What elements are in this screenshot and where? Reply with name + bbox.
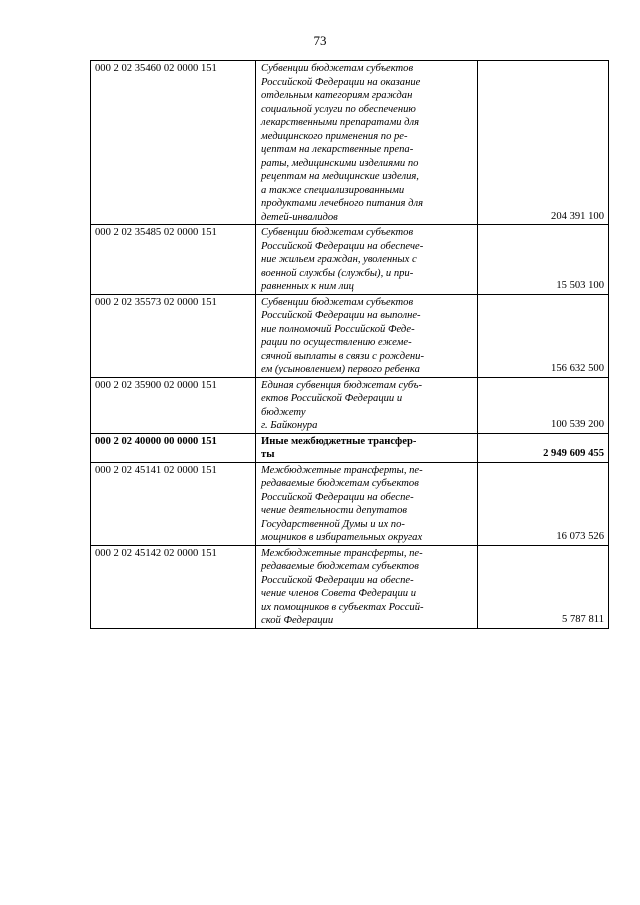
- description-line: их помощников в субъектах Россий-: [261, 601, 424, 613]
- budget-code-cell: 000 2 02 35485 02 0000 151: [91, 225, 256, 295]
- budget-code-cell: 000 2 02 45141 02 0000 151: [91, 462, 256, 545]
- description-line: равненных к ним лиц: [261, 281, 354, 292]
- description-cell: [256, 61, 478, 225]
- description-cell: [256, 294, 478, 377]
- description-line: чение членов Совета Федерации и: [261, 588, 416, 599]
- amount-cell: 2 949 609 455: [478, 433, 609, 462]
- description-line: ской Федерации: [261, 615, 334, 626]
- description-line: мощников в избирательных округах: [261, 532, 423, 543]
- table-row: [91, 433, 609, 462]
- amount-cell: 100 539 200: [478, 377, 609, 433]
- description-line: Субвенции бюджетам субъектов: [261, 296, 414, 308]
- table-row: [91, 462, 609, 545]
- description-line: военной службы (службы), и при-: [261, 267, 414, 279]
- description-line: ектов Российской Федерации и: [261, 393, 403, 404]
- table-row: [91, 61, 609, 225]
- description-cell: [256, 545, 478, 628]
- description-line: бюджету: [261, 406, 306, 418]
- description-cell: [256, 433, 478, 462]
- amount-cell: 204 391 100: [478, 61, 609, 225]
- description-line: детей-инвалидов: [261, 211, 338, 223]
- description-line: ние полномочий Российской Феде-: [261, 323, 415, 335]
- description-line: редаваемые бюджетам субъектов: [261, 561, 419, 572]
- description-line: социальной услуги по обеспечению: [261, 103, 416, 115]
- description-cell: [256, 377, 478, 433]
- budget-code-cell: 000 2 02 45142 02 0000 151: [91, 545, 256, 628]
- description-line: Государственной Думы и их по-: [261, 518, 405, 530]
- description-line: ние жильем граждан, уволенных с: [261, 254, 417, 265]
- description-line: Российской Федерации на оказание: [261, 76, 421, 88]
- description-line: ем (усыновлением) первого ребенка: [261, 364, 420, 375]
- budget-code-cell: 000 2 02 35460 02 0000 151: [91, 61, 256, 225]
- table-row: [91, 377, 609, 433]
- budget-table: [90, 60, 609, 629]
- description-line: чение деятельности депутатов: [261, 505, 407, 516]
- description-cell: [256, 225, 478, 295]
- description-line: Единая субвенция бюджетам субъ-: [261, 379, 422, 391]
- description-line: Субвенции бюджетам субъектов: [261, 227, 414, 238]
- budget-code-cell: 000 2 02 40000 00 0000 151: [91, 433, 256, 462]
- description-line: цептам на лекарственные препа-: [261, 144, 414, 155]
- description-line: Российской Федерации на обеспе-: [261, 574, 414, 586]
- description-line: рецептам на медицинские изделия,: [261, 171, 419, 182]
- description-line: Российской Федерации на обеспе-: [261, 491, 414, 503]
- description-line: Межбюджетные трансферты, пе-: [261, 464, 423, 476]
- amount-cell: 156 632 500: [478, 294, 609, 377]
- description-line: лекарственными препаратами для: [261, 117, 420, 128]
- table-row: [91, 545, 609, 628]
- page-number: 73: [313, 33, 327, 48]
- table-row: [91, 225, 609, 295]
- amount-cell: 16 073 526: [478, 462, 609, 545]
- description-line: ты: [261, 449, 275, 460]
- description-line: Межбюджетные трансферты, пе-: [261, 547, 423, 559]
- amount-cell: 15 503 100: [478, 225, 609, 295]
- description-line: сячной выплаты в связи с рождени-: [261, 350, 424, 362]
- description-line: Российской Федерации на обеспече-: [261, 240, 424, 252]
- description-line: редаваемые бюджетам субъектов: [261, 478, 419, 489]
- table-row: [91, 294, 609, 377]
- description-line: г. Байконура: [261, 420, 318, 431]
- description-cell: [256, 462, 478, 545]
- description-line: раты, медицинскими изделиями по: [261, 157, 419, 169]
- description-line: отдельным категориям граждан: [261, 90, 413, 101]
- description-line: медицинского применения по ре-: [261, 130, 408, 142]
- budget-table-body: [91, 61, 609, 629]
- description-line: Российской Федерации на выполне-: [261, 310, 421, 321]
- description-line: а также специализированными: [261, 184, 405, 196]
- budget-code-cell: 000 2 02 35900 02 0000 151: [91, 377, 256, 433]
- description-line: Иные межбюджетные трансфер-: [261, 435, 417, 447]
- amount-cell: 5 787 811: [478, 545, 609, 628]
- description-line: Субвенции бюджетам субъектов: [261, 63, 414, 74]
- description-line: рации по осуществлению ежеме-: [261, 337, 412, 348]
- description-line: продуктами лечебного питания для: [261, 198, 423, 209]
- budget-code-cell: 000 2 02 35573 02 0000 151: [91, 294, 256, 377]
